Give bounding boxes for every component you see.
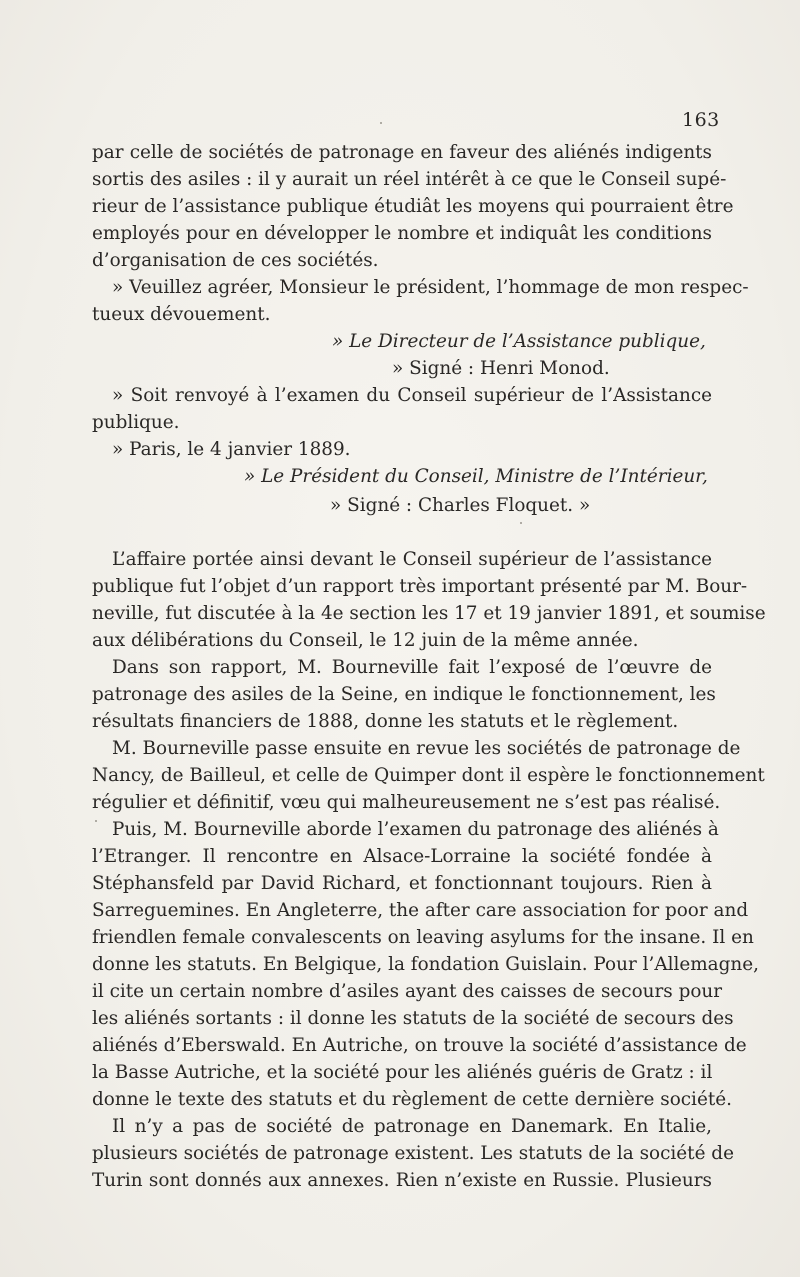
text-line: » Paris, le 4 janvier 1889. [112,439,351,460]
text-line: régulier et définitif, vœu qui malheureusement ne s’est pas réalisé. [92,792,721,813]
text-line: Puis, M. Bourneville aborde l’examen du patronage des aliénés à [112,819,719,840]
text-line: M. Bourneville passe ensuite en revue les sociétés de patronage de [112,738,741,759]
text-line: Sarreguemines. En Angleterre, the after care association for poor and [92,900,749,921]
text-line: aux délibérations du Conseil, le 12 juin de la même année. [92,630,639,651]
text-line: patronage des asiles de la Seine, en indique le fonctionnement, les [92,684,716,705]
text-line: publique fut l’objet d’un rapport très important présenté par M. Bour- [92,576,748,597]
text-line: rieur de l’assistance publique étudiât les moyens qui pourraient être [92,196,734,217]
signature-title-line: » Le Président du Conseil, Ministre de l’Intérieur, [244,466,708,487]
text-line: sortis des asiles : il y aurait un réel intérêt à ce que le Conseil supé- [92,169,727,190]
text-line: Dans son rapport, M. Bourneville fait l’exposé de l’œuvre de [112,657,712,678]
text-line: tueux dévouement. [92,304,271,325]
signature-line: » Signé : Charles Floquet. » [330,495,591,516]
text-line: résultats financiers de 1888, donne les statuts et le règlement. [92,711,679,732]
text-line: Nancy, de Bailleul, et celle de Quimper dont il espère le fonctionnement [92,765,765,786]
paper-speck [520,522,522,524]
text-line: l’Etranger. Il rencontre en Alsace-Lorraine la société fondée à [92,846,712,867]
text-line: Il n’y a pas de société de patronage en Danemark. En Italie, [112,1116,712,1137]
text-line: d’organisation de ces sociétés. [92,250,379,271]
text-line: employés pour en développer le nombre et indiquât les conditions [92,223,712,244]
text-line: » Veuillez agréer, Monsieur le président, l’hommage de mon respec- [112,277,749,298]
text-line: neville, fut discutée à la 4e section les 17 et 19 janvier 1891, et soumise [92,603,766,624]
text-line: publique. [92,412,180,433]
text-line: plusieurs sociétés de patronage existent. Les statuts de la société de [92,1143,734,1164]
text-line: par celle de sociétés de patronage en faveur des aliénés indigents [92,142,712,163]
text-line: » Soit renvoyé à l’examen du Conseil supérieur de l’Assistance [112,385,712,406]
text-line: les aliénés sortants : il donne les statuts de la société de secours des [92,1008,734,1029]
text-line: friendlen female convalescents on leaving asylums for the insane. Il en [92,927,754,948]
text-line: L’affaire portée ainsi devant le Conseil supérieur de l’assistance [112,549,712,570]
text-line: il cite un certain nombre d’asiles ayant des caisses de secours pour [92,981,723,1002]
text-line: Stéphansfeld par David Richard, et fonctionnant toujours. Rien à [92,873,712,894]
signature-title-line: » Le Directeur de l’Assistance publique, [332,331,706,352]
text-line: Turin sont donnés aux annexes. Rien n’existe en Russie. Plusieurs [92,1170,712,1191]
text-line: donne le texte des statuts et du règlement de cette dernière société. [92,1089,732,1110]
page-number: 163 [682,109,720,131]
paper-speck [95,820,97,822]
text-line: la Basse Autriche, et la société pour les aliénés guéris de Gratz : il [92,1062,713,1083]
paper-speck [380,122,382,124]
text-line: aliénés d’Eberswald. En Autriche, on trouve la société d’assistance de [92,1035,747,1056]
text-line: donne les statuts. En Belgique, la fondation Guislain. Pour l’Allemagne, [92,954,759,975]
signature-line: » Signé : Henri Monod. [392,358,610,379]
